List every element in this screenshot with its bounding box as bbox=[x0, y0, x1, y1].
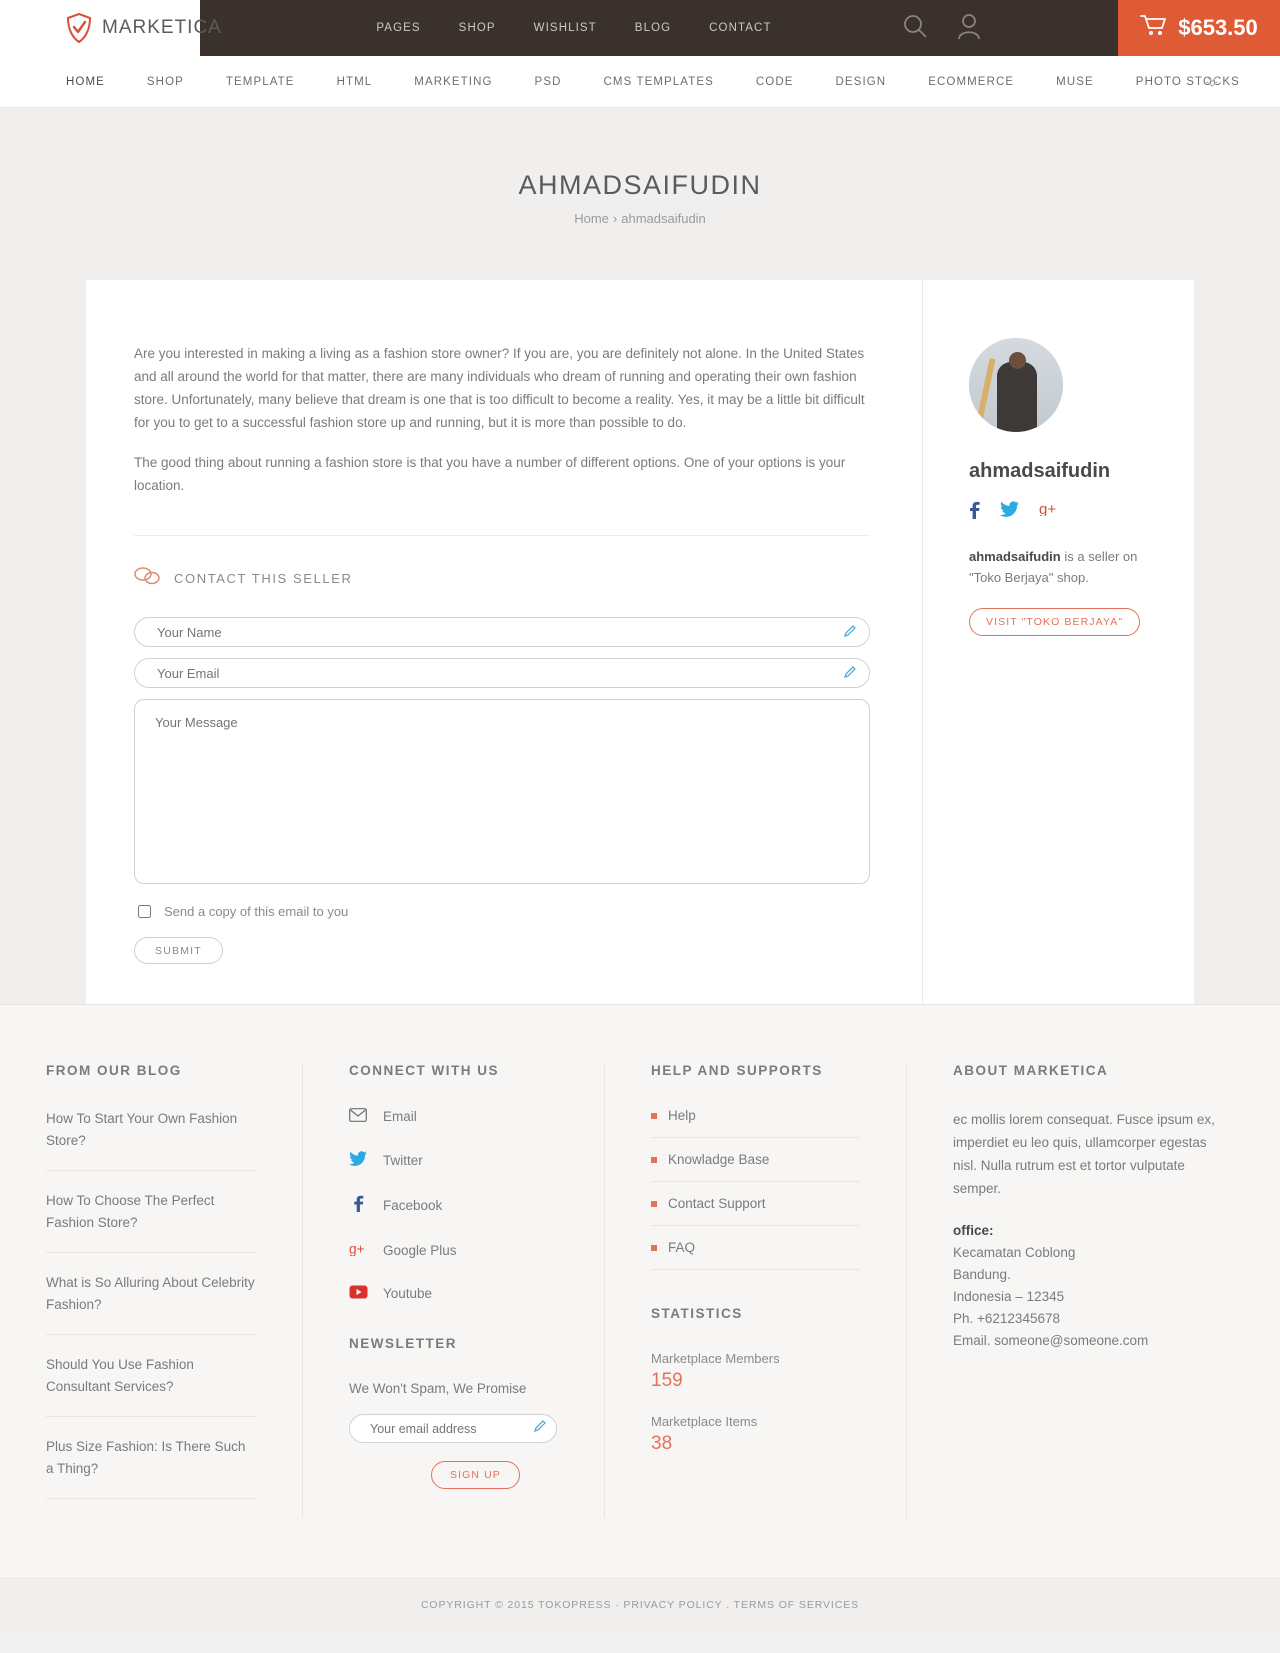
chat-bubbles-icon bbox=[134, 566, 160, 591]
visit-shop-button[interactable]: VISIT "TOKO BERJAYA" bbox=[969, 608, 1140, 636]
footer-connect-title: CONNECT WITH US bbox=[349, 1063, 499, 1078]
top-nav-item-contact[interactable]: CONTACT bbox=[709, 22, 772, 34]
statistics-title: STATISTICS bbox=[651, 1306, 743, 1321]
nav-item-html[interactable]: HTML bbox=[336, 75, 373, 88]
connect-label: Youtube bbox=[383, 1286, 433, 1301]
top-nav-item-blog[interactable]: BLOG bbox=[634, 22, 672, 34]
breadcrumb-current: ahmadsaifudin bbox=[621, 211, 706, 226]
google-plus-icon bbox=[349, 1241, 367, 1259]
nav-item-template[interactable]: TEMPLATE bbox=[225, 75, 295, 88]
bullet-square-icon bbox=[651, 1157, 657, 1163]
page-header bbox=[0, 108, 1280, 280]
nav-item-psd[interactable]: PSD bbox=[534, 75, 562, 88]
nav-item-muse[interactable]: MUSE bbox=[1056, 75, 1094, 88]
office-line: Indonesia – 12345 bbox=[953, 1289, 1065, 1304]
blog-post-link[interactable]: Should You Use Fashion Consultant Services? bbox=[46, 1354, 256, 1417]
seller-sidebar bbox=[923, 280, 1194, 1004]
nav-item-design[interactable]: DESIGN bbox=[835, 75, 887, 88]
cart-button[interactable] bbox=[1118, 0, 1280, 56]
facebook-icon bbox=[349, 1195, 367, 1215]
stat-label-items: Marketplace Items bbox=[651, 1414, 758, 1429]
newsletter-field-wrapper[interactable] bbox=[349, 1414, 557, 1443]
footer-about-column bbox=[906, 1063, 1280, 1518]
nav-item-cms-templates[interactable]: CMS TEMPLATES bbox=[603, 75, 714, 88]
blog-post-link[interactable]: How To Choose The Perfect Fashion Store? bbox=[46, 1190, 256, 1253]
connect-item-google-plus[interactable] bbox=[349, 1241, 558, 1259]
content-card bbox=[86, 280, 1194, 1004]
newsletter-subtitle: We Won't Spam, We Promise bbox=[349, 1381, 527, 1396]
connect-label: Twitter bbox=[383, 1152, 423, 1168]
page-title: AHMADSAIFUDIN bbox=[518, 170, 762, 200]
email-field-wrapper[interactable] bbox=[134, 658, 870, 688]
copyright-bar: COPYRIGHT © 2015 TOKOPRESS · PRIVACY POLICY . TERMS OF SERVICES bbox=[0, 1578, 1280, 1631]
divider bbox=[134, 535, 870, 536]
help-link-contact-support[interactable] bbox=[651, 1196, 860, 1226]
help-link-knowledge-base[interactable] bbox=[651, 1152, 860, 1182]
intro-paragraph-1: Are you interested in making a living as a fashion store owner? If you are, you are definitely not alone. In the United States and all around the world for that matter, there are many individuals who dream of running and operating their own fashion store. Unfortunately, many believe that dream is one that is too difficult to become a reality. Yes, it may be a little bit difficult for you to get to a successful fashion store up and running, but it is more than possible to do. bbox=[134, 346, 865, 430]
footer-about-title: ABOUT MARKETICA bbox=[953, 1063, 1109, 1078]
send-copy-label: Send a copy of this email to you bbox=[164, 904, 349, 919]
about-text: ec mollis lorem consequat. Fusce ipsum ex, imperdiet eu leo quis, ullamcorper egestas nisl. Nulla rutrum est et tortor vulputate semper. bbox=[953, 1112, 1215, 1196]
twitter-icon bbox=[349, 1151, 367, 1169]
help-label: Help bbox=[668, 1108, 696, 1123]
avatar bbox=[969, 338, 1063, 432]
top-nav-item-shop[interactable]: SHOP bbox=[458, 22, 496, 34]
pencil-icon bbox=[843, 624, 857, 641]
help-link-faq[interactable] bbox=[651, 1240, 860, 1270]
send-copy-checkbox[interactable] bbox=[138, 905, 151, 918]
office-line: Kecamatan Coblong bbox=[953, 1245, 1076, 1260]
send-copy-row bbox=[134, 902, 870, 921]
seller-intro bbox=[134, 342, 870, 497]
seller-name: ahmadsaifudin bbox=[969, 460, 1111, 482]
logo[interactable] bbox=[0, 0, 222, 56]
pencil-icon bbox=[533, 1419, 547, 1438]
svg-text:g+: g+ bbox=[1039, 501, 1057, 516]
connect-item-facebook[interactable] bbox=[349, 1195, 558, 1215]
connect-label: Google Plus bbox=[383, 1242, 457, 1258]
breadcrumb-separator: › bbox=[612, 211, 618, 226]
cart-icon bbox=[1140, 13, 1168, 43]
connect-item-twitter[interactable] bbox=[349, 1151, 558, 1169]
nav-item-home[interactable]: HOME bbox=[66, 75, 105, 88]
footer-connect-column bbox=[302, 1063, 604, 1518]
about-office-label: office: bbox=[953, 1223, 994, 1238]
footer-blog-column bbox=[0, 1063, 302, 1518]
nav-item-code[interactable]: CODE bbox=[755, 75, 794, 88]
seller-description-rest: is a seller on "Toko Berjaya" shop. bbox=[969, 549, 1138, 585]
svg-text:g+: g+ bbox=[349, 1241, 365, 1256]
footer bbox=[0, 1004, 1280, 1578]
stat-value-members: 159 bbox=[651, 1370, 683, 1391]
stat-label-members: Marketplace Members bbox=[651, 1351, 780, 1366]
stat-value-items: 38 bbox=[651, 1433, 673, 1454]
newsletter-signup-button[interactable]: SIGN UP bbox=[431, 1461, 520, 1489]
blog-post-link[interactable]: Plus Size Fashion: Is There Such a Thing? bbox=[46, 1436, 256, 1499]
bullet-square-icon bbox=[651, 1113, 657, 1119]
bullet-square-icon bbox=[651, 1201, 657, 1207]
logo-text: MARKETICA bbox=[102, 17, 222, 38]
blog-post-link[interactable]: How To Start Your Own Fashion Store? bbox=[46, 1108, 256, 1171]
facebook-icon[interactable] bbox=[969, 501, 980, 524]
office-line: Email. someone@someone.com bbox=[953, 1333, 1149, 1348]
seller-main-column bbox=[86, 280, 923, 1004]
intro-paragraph-2: The good thing about running a fashion store is that you have a number of different options. One of your options is your location. bbox=[134, 455, 846, 493]
help-label: FAQ bbox=[668, 1240, 696, 1255]
office-line: Bandung. bbox=[953, 1267, 1011, 1282]
bullet-square-icon bbox=[651, 1245, 657, 1251]
top-bar bbox=[0, 0, 1280, 56]
message-textarea[interactable] bbox=[153, 713, 851, 870]
top-nav-item-wishlist[interactable]: WISHLIST bbox=[533, 22, 597, 34]
content-wrapper bbox=[0, 280, 1280, 1004]
connect-item-youtube[interactable] bbox=[349, 1285, 558, 1302]
connect-label: Facebook bbox=[383, 1197, 443, 1213]
contact-seller-header bbox=[134, 566, 870, 591]
footer-blog-title: FROM OUR BLOG bbox=[46, 1063, 182, 1078]
shield-check-icon bbox=[66, 13, 92, 43]
newsletter-title: NEWSLETTER bbox=[349, 1336, 457, 1351]
about-office bbox=[953, 1220, 1234, 1352]
breadcrumb-home[interactable]: Home bbox=[574, 211, 609, 226]
seller-socials bbox=[969, 501, 1164, 524]
blog-post-link[interactable]: What is So Alluring About Celebrity Fashion? bbox=[46, 1272, 256, 1335]
help-label: Knowladge Base bbox=[668, 1152, 770, 1167]
envelope-icon bbox=[349, 1108, 367, 1125]
top-icon-group bbox=[902, 0, 982, 56]
email-input[interactable] bbox=[155, 665, 843, 682]
search-icon[interactable] bbox=[902, 13, 928, 44]
pencil-icon bbox=[843, 665, 857, 682]
breadcrumb bbox=[0, 211, 1280, 226]
footer-help-title: HELP AND SUPPORTS bbox=[651, 1063, 823, 1078]
newsletter-email-input[interactable] bbox=[368, 1421, 533, 1437]
youtube-icon bbox=[349, 1285, 367, 1302]
top-nav-item-pages[interactable]: PAGES bbox=[376, 22, 421, 34]
nav-item-photo-stocks[interactable]: PHOTO STOCKS bbox=[1135, 75, 1240, 88]
name-field-wrapper[interactable] bbox=[134, 617, 870, 647]
nav-item-marketing[interactable]: MARKETING bbox=[414, 75, 493, 88]
office-line: Ph. +6212345678 bbox=[953, 1311, 1060, 1326]
user-icon[interactable] bbox=[956, 12, 982, 45]
seller-description bbox=[969, 546, 1164, 588]
footer-help-column bbox=[604, 1063, 906, 1518]
name-input[interactable] bbox=[155, 624, 843, 641]
nav-item-shop[interactable]: SHOP bbox=[146, 75, 184, 88]
google-plus-icon[interactable] bbox=[1039, 501, 1061, 524]
submit-button[interactable]: SUBMIT bbox=[134, 937, 223, 964]
nav-item-ecommerce[interactable]: ECOMMERCE bbox=[928, 75, 1015, 88]
contact-seller-title: CONTACT THIS SELLER bbox=[174, 571, 353, 586]
help-label: Contact Support bbox=[668, 1196, 766, 1211]
seller-description-name: ahmadsaifudin bbox=[969, 549, 1061, 564]
twitter-icon[interactable] bbox=[1000, 501, 1019, 524]
connect-item-email[interactable] bbox=[349, 1108, 558, 1125]
cart-total: $653.50 bbox=[1178, 15, 1258, 40]
help-link-help[interactable] bbox=[651, 1108, 860, 1138]
chevron-double-down-icon[interactable] bbox=[1204, 73, 1220, 91]
message-field-wrapper[interactable] bbox=[134, 699, 870, 884]
contact-form bbox=[134, 617, 870, 964]
main-nav bbox=[0, 56, 1280, 108]
connect-label: Email bbox=[383, 1109, 417, 1124]
